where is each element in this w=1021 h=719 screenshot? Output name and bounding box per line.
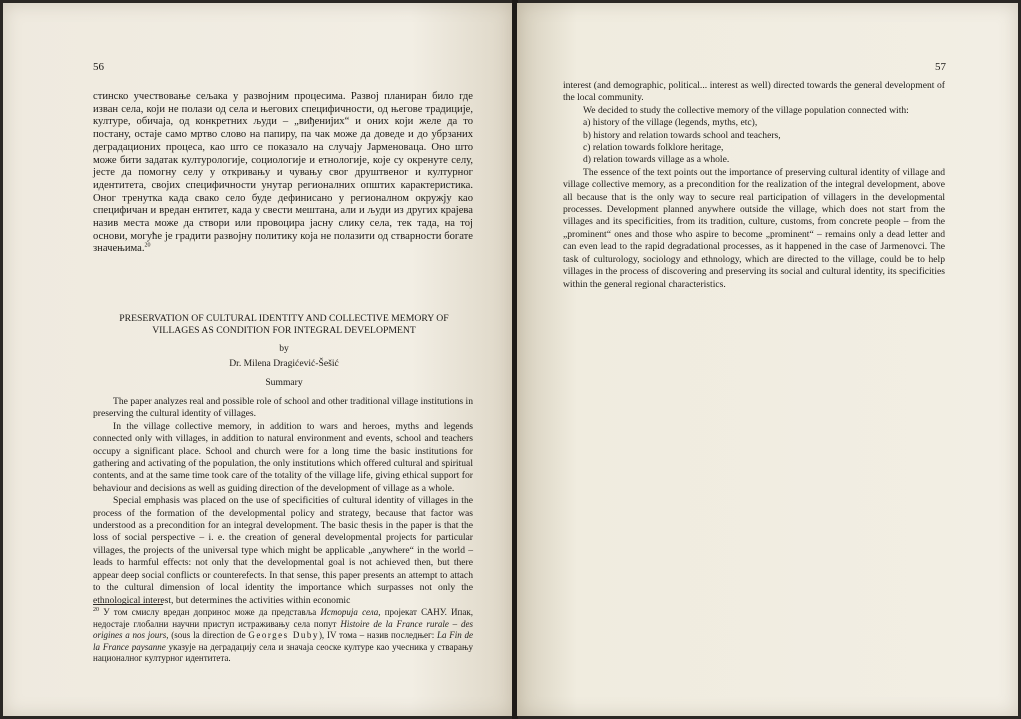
list-item: c) relation towards folklore heritage, [583,142,724,154]
list-item: a) history of the village (legends, myths, etc), [583,117,758,129]
footnote-author: Georges Duby [248,630,319,640]
list-item: d) relation towards village as a whole. [583,154,730,166]
footnote-italic: Histoire de la France rurale – des origines a nos jours [93,618,473,640]
page-number-right: 57 [935,61,946,73]
summary-heading: Summary [265,377,303,388]
footnote-text: , пројекат САНУ. Ипак, недостаје глобални научни приступ истраживању села попут [93,607,473,629]
footnote-number: 20 [93,607,99,613]
cyrillic-paragraph-text: стинско учествовање сељака у развојним процесима. Развој планиран било где изван села, који не полази од села и његових специфичности, од његове традиције, културе, обичаја, од конкретних људи – „виђенијих“ и оних који желе да то постану, остаје само мртво слово на папиру, па чак може да доведе и до убрзаних деградационих процеса, као што се показало на случају Јармeновaца. Оно што може бити задатак културологије, социологије и етнологије, које су окренуте селу, јесте да помогну селу у откривању и чувању свог друштвеног и културног идентитета, својих специфичности унутар регионалних општих карактеристика. Оног тренутка када свако село буде дефинисано у регионалном окружју као специфичан и вредан ентитет, када у свести мештана, али и људи из других крајева назив места може да створи или провоцира јасну слику села, тек тада, на тој основи, могуће је градити развојну политику која не полазити од стварности богате значењима. [93,91,473,255]
footnote-italic: Историја села [320,607,379,617]
cyrillic-paragraph [93,91,473,256]
topic-list [563,117,945,167]
summary-title: PRESERVATION OF CULTURAL IDENTITY AND COLLECTIVE MEMORY OF VILLAGES AS CONDITION FOR INTEGRAL DEVELOPMENT [119,313,449,336]
left-page [3,3,513,716]
right-paragraph: We decided to study the collective memory of the village population connected with: [583,104,909,116]
footnote-italic: La Fin de la France paysanne [93,630,474,652]
summary-paragraph: The paper analyzes real and possible role of school and other traditional village institutions in preserving the cultural identity of villages. [93,396,473,420]
footnote-text: указује на деградацију села и значаја сеоске културе као учесника у стварању националног културног идентитета. [93,641,474,663]
right-page-body [563,80,945,291]
right-paragraph: The essence of the text points out the importance of preserving cultural identity of village and village collective memory, as a precondition for the realization of the integral development, above all because that is the only way to secure real participation of villagers in the developmental processes. Development planned anywhere outside the village, which does not start from the villages and its specificities, from its tradition, culture, customs, from concrete people – from the „prominent“ ones and those who aspire to become „prominent“ – remains only a dead letter and can even lead to the rapid degradational processes, as it happened in the case of Jarmenovci. The task of culturology, sociology and ethnology, which are directed to the village, could be to help villages in the process of discovering and preserving its social and cultural identity, its specificities within the general regional characteristics. [563,166,945,290]
summary-paragraph: In the village collective memory, in addition to wars and heroes, myths and legends connected only with villages, in addition to natural environment and events, school and teachers occupy a significant place. School and church were for a long time the basic institutions for gathering and activating of the population, the only institutions which offered cultural and spiritual contents, and at the same time took care of the totality of the village life, giving ethical support for behaviour and decisions as well as guiding direction of the development of village as a whole. [93,420,473,494]
footnote [93,607,473,665]
summary-body [93,396,473,607]
footnote-rule [93,604,163,605]
footnote-text: У том смислу вредан допринос може да представља [99,607,321,617]
list-item: b) history and relation towards school and teachers, [583,129,781,141]
page-number-left: 56 [93,61,104,73]
right-paragraph: interest (and demographic, political... interest as well) directed towards the general development of the local community. [563,80,945,104]
footnote-ref: 20 [144,242,151,249]
summary-paragraph: Special emphasis was placed on the use of specificities of cultural identity of villages in the process of the formation of the developmental policy and strategy, because that factor was understood as a precondition for an integral development. The basic thesis in the paper is that the loss of social perspective – i. e. the creation of general developmental projects for particular villages, the projects of the universal type which might be applicable „anywhere“ in the world – leads to harmful effects: not only that the developmental goal is not achieved then, but there appear deep social conflicts or counterefects. In that sense, this paper presents an attempt to attach to the cultural dimension of local identity the importance which surpasses not only the ethnological interest, but determines the activities within economic [93,495,473,606]
footnote-text: , (sous la direction de [166,630,249,640]
summary-by: by [279,343,289,354]
footnote-text: ), IV тома – назив последњег: [318,630,437,640]
summary-author: Dr. Milena Dragićević-Šešić [229,358,339,369]
